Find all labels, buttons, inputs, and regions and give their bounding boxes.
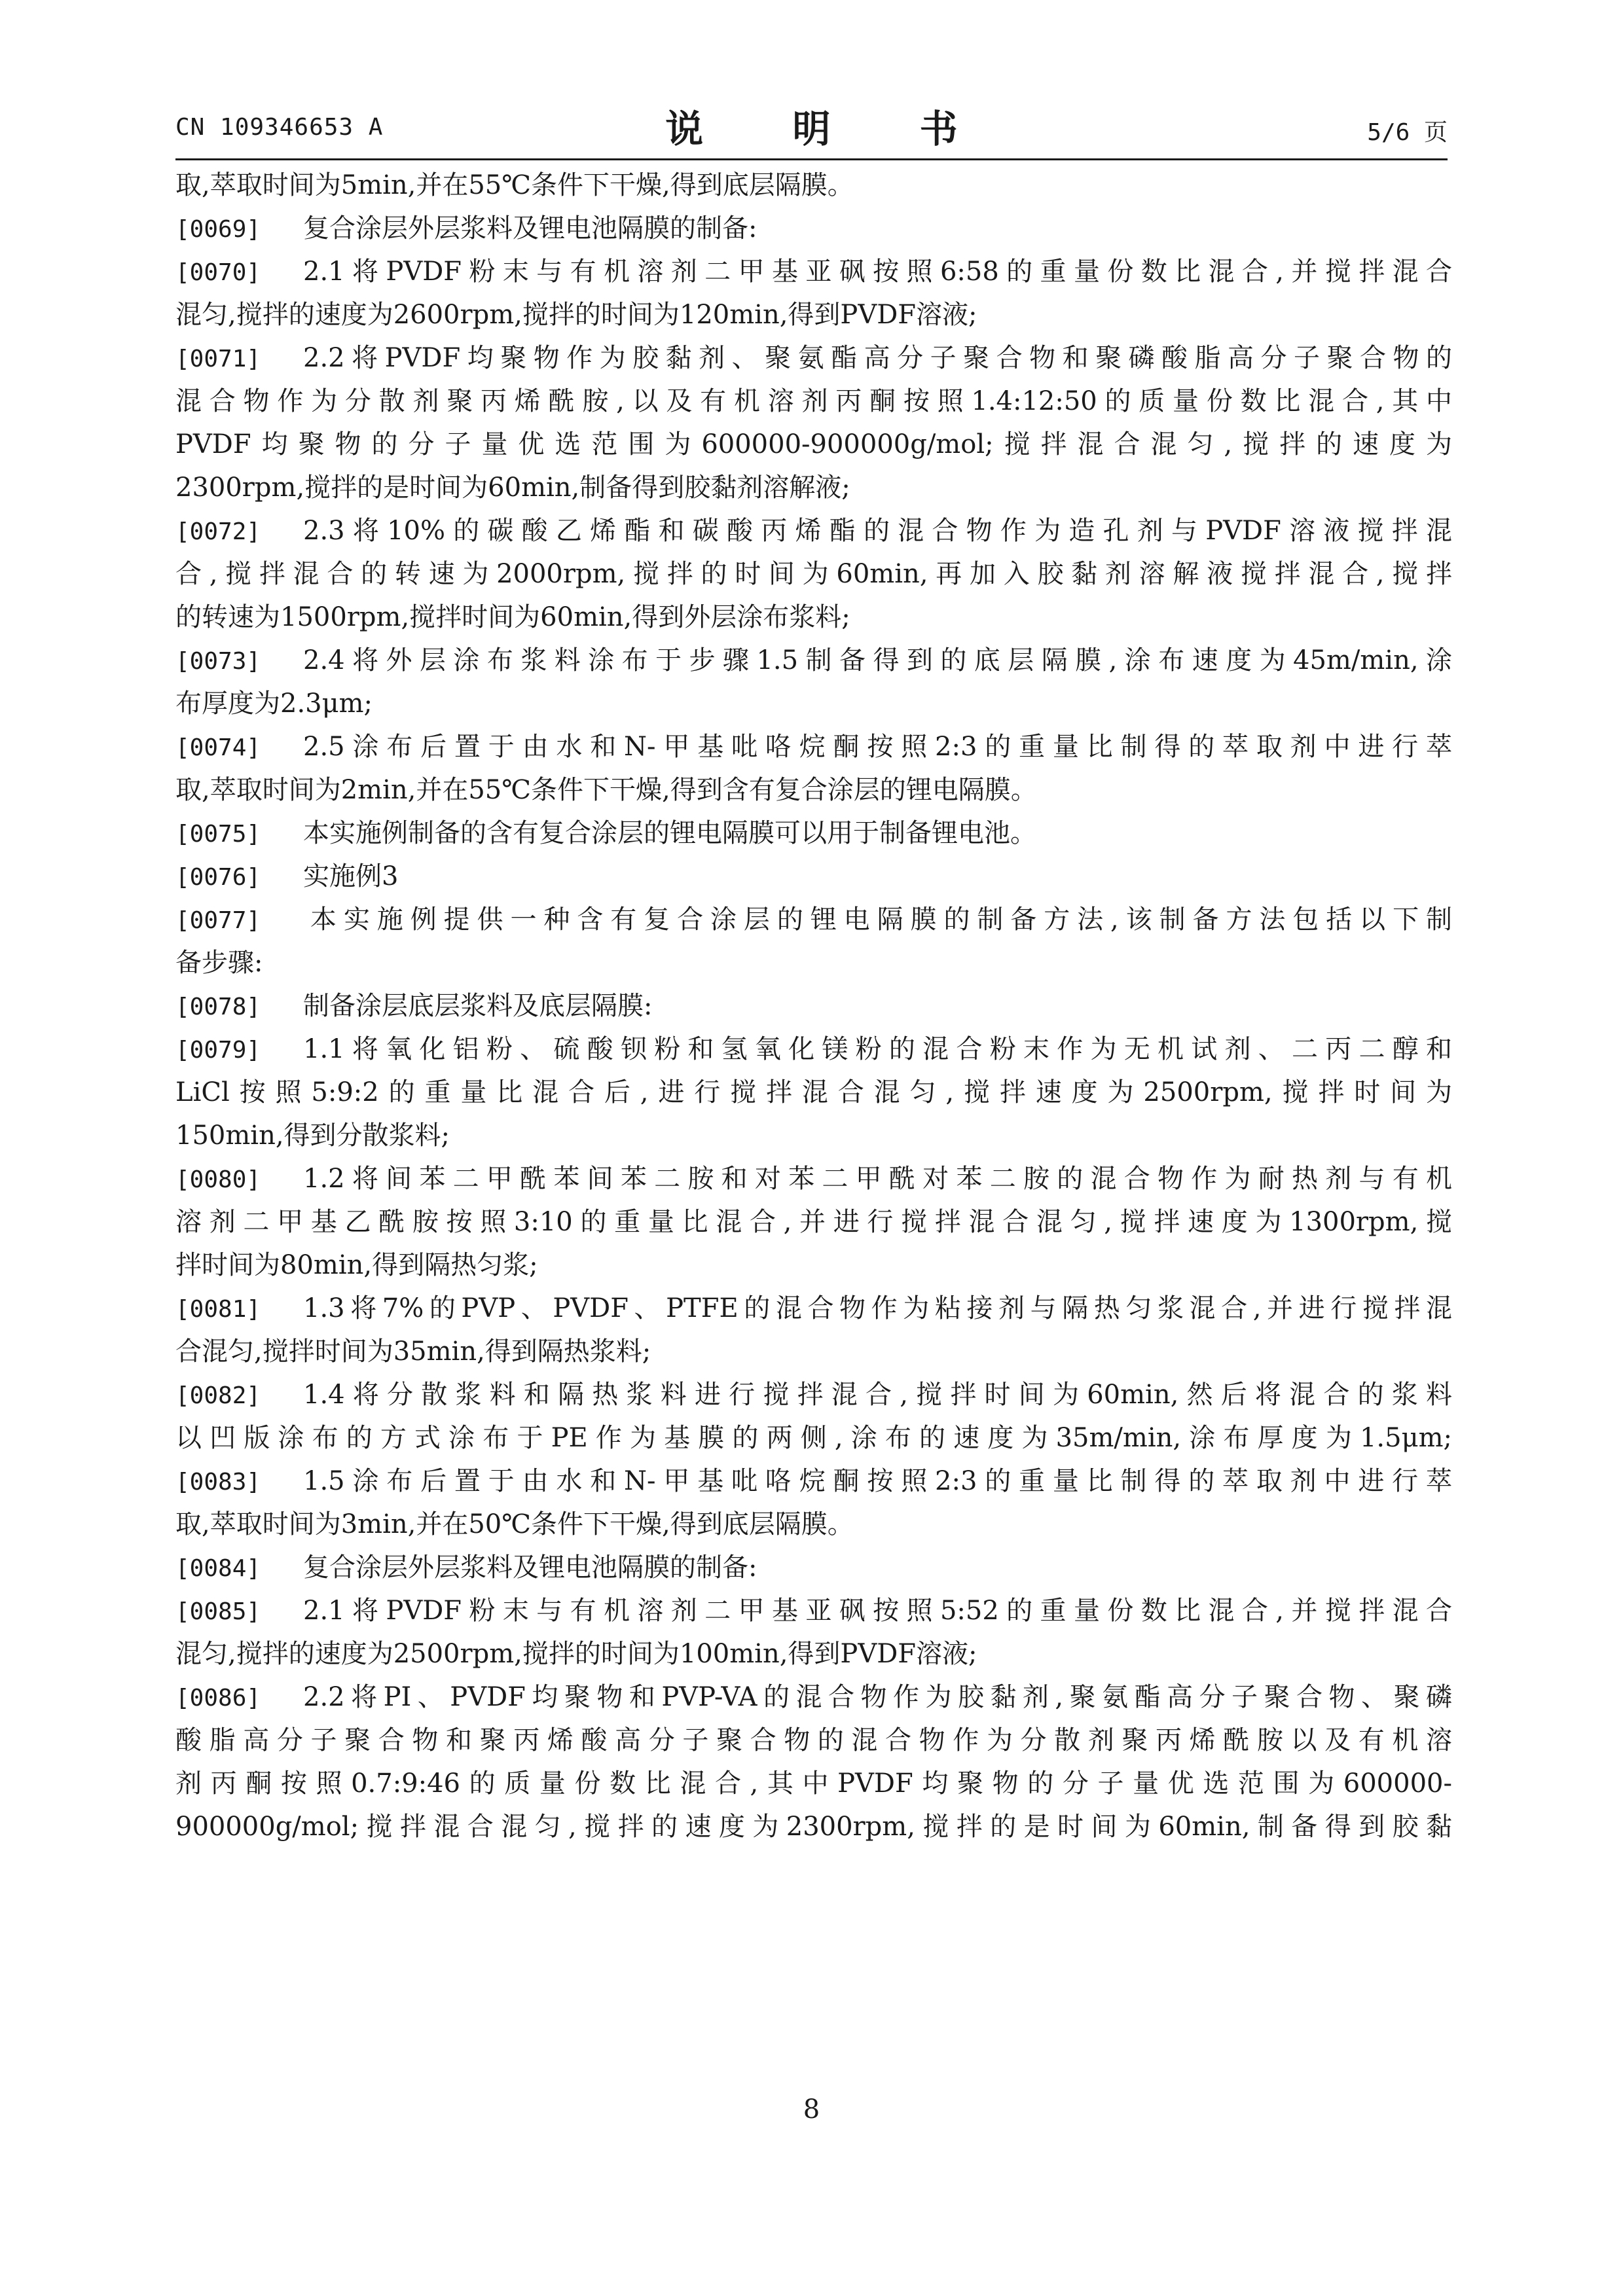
- text-line: [175, 855, 1452, 898]
- text-line: [175, 1805, 1452, 1848]
- line-text: 制备涂层底层浆料及底层隔膜:: [303, 991, 653, 1021]
- line-text: 2300rpm,搅拌的是时间为60min,制备得到胶黏剂溶解液;: [175, 473, 850, 503]
- text-line: [175, 1589, 1452, 1632]
- text-line: [175, 509, 1452, 552]
- text-line: [175, 293, 1452, 336]
- page-indicator: 5/6 页: [1367, 119, 1448, 146]
- text-line: [175, 1330, 1452, 1373]
- line-text: 溶剂二甲基乙酰胺按照3:10的重量比混合,并进行搅拌混合混匀,搅拌速度为1300rpm,搅: [175, 1207, 1452, 1237]
- paragraph-number: [0083]: [175, 1469, 261, 1496]
- publication-number: CN 109346653 A: [175, 114, 384, 141]
- line-text: 本实施例制备的含有复合涂层的锂电隔膜可以用于制备锂电池。: [303, 818, 1036, 848]
- header-divider: [175, 158, 1448, 160]
- line-text: 混匀,搅拌的速度为2600rpm,搅拌的时间为120min,得到PVDF溶液;: [175, 300, 977, 330]
- line-text: 2.1将PVDF粉末与有机溶剂二甲基亚砜按照6:58的重量份数比混合,并搅拌混合: [303, 257, 1452, 287]
- paragraph-number: [0074]: [175, 734, 261, 761]
- text-line: [175, 164, 1452, 207]
- line-text: 的转速为1500rpm,搅拌时间为60min,得到外层涂布浆料;: [175, 602, 850, 632]
- line-text: 1.1将氧化铝粉、硫酸钡粉和氢氧化镁粉的混合粉末作为无机试剂、二丙二醇和: [303, 1034, 1452, 1064]
- text-line: [175, 1719, 1452, 1762]
- paragraph-number: [0069]: [175, 216, 261, 243]
- line-text: 酸脂高分子聚合物和聚丙烯酸高分子聚合物的混合物作为分散剂聚丙烯酰胺以及有机溶: [175, 1725, 1452, 1755]
- paragraph-number: [0084]: [175, 1555, 261, 1582]
- page-number: 8: [803, 2094, 820, 2125]
- text-line: [175, 1460, 1452, 1503]
- line-text: 2.3将10%的碳酸乙烯酯和碳酸丙烯酯的混合物作为造孔剂与PVDF溶液搅拌混: [303, 516, 1452, 546]
- line-text: PVDF均聚物的分子量优选范围为600000-900000g/mol;搅拌混合混匀,搅拌的速度为: [175, 429, 1452, 459]
- paragraph-number: [0081]: [175, 1296, 261, 1323]
- text-line: [175, 380, 1452, 423]
- line-text: 2.2将PVDF均聚物作为胶黏剂、聚氨酯高分子聚合物和聚磷酸脂高分子聚合物的: [303, 343, 1452, 373]
- line-text: 布厚度为2.3μm;: [175, 689, 373, 719]
- line-text: 1.4将分散浆料和隔热浆料进行搅拌混合,搅拌时间为60min,然后将混合的浆料: [303, 1380, 1452, 1410]
- line-text: LiCl按照5:9:2的重量比混合后,进行搅拌混合混匀,搅拌速度为2500rpm,搅拌时间为: [175, 1077, 1452, 1107]
- text-line: [175, 336, 1452, 380]
- document-title: 说 明 书: [665, 107, 996, 151]
- text-line: [175, 812, 1452, 855]
- text-line: [175, 1114, 1452, 1157]
- line-text: 复合涂层外层浆料及锂电池隔膜的制备:: [303, 213, 757, 243]
- text-line: [175, 1244, 1452, 1287]
- line-text: 实施例3: [303, 861, 399, 891]
- text-line: [175, 1028, 1452, 1071]
- paragraph-number: [0086]: [175, 1685, 261, 1712]
- text-line: [175, 1762, 1452, 1805]
- text-line: [175, 250, 1452, 293]
- text-line: [175, 725, 1452, 768]
- line-text: 150min,得到分散浆料;: [175, 1121, 450, 1151]
- line-text: 复合涂层外层浆料及锂电池隔膜的制备:: [303, 1552, 757, 1583]
- paragraph-number: [0082]: [175, 1382, 261, 1409]
- text-line: [175, 596, 1452, 639]
- line-text: 2.1将PVDF粉末与有机溶剂二甲基亚砜按照5:52的重量份数比混合,并搅拌混合: [303, 1596, 1452, 1626]
- text-line: [175, 1373, 1452, 1416]
- line-text: 900000g/mol;搅拌混合混匀,搅拌的速度为2300rpm,搅拌的是时间为60min,制备得到胶黏: [175, 1812, 1452, 1842]
- text-line: [175, 1546, 1452, 1589]
- text-line: [175, 466, 1452, 509]
- paragraph-number: [0077]: [175, 907, 261, 934]
- line-text: 2.4将外层涂布浆料涂布于步骤1.5制备得到的底层隔膜,涂布速度为45m/min,涂: [303, 645, 1452, 675]
- line-text: 混匀,搅拌的速度为2500rpm,搅拌的时间为100min,得到PVDF溶液;: [175, 1639, 977, 1669]
- text-line: [175, 1200, 1452, 1244]
- line-text: 合混匀,搅拌时间为35min,得到隔热浆料;: [175, 1336, 651, 1367]
- page-header: [175, 98, 1448, 157]
- line-text: 备步骤:: [175, 948, 263, 978]
- line-text: 剂丙酮按照0.7:9:46的质量份数比混合,其中PVDF均聚物的分子量优选范围为600000-: [175, 1768, 1452, 1799]
- text-line: [175, 207, 1452, 250]
- line-text: 1.5涂布后置于由水和N-甲基吡咯烷酮按照2:3的重量比制得的萃取剂中进行萃: [303, 1466, 1452, 1496]
- text-line: [175, 682, 1452, 725]
- line-text: 以凹版涂布的方式涂布于PE作为基膜的两侧,涂布的速度为35m/min,涂布厚度为1.5μm;: [175, 1423, 1452, 1453]
- text-line: [175, 1287, 1452, 1330]
- text-line: [175, 1676, 1452, 1719]
- paragraph-number: [0075]: [175, 821, 261, 848]
- document-body: [175, 164, 1452, 1848]
- paragraph-number: [0080]: [175, 1166, 261, 1193]
- text-line: [175, 1157, 1452, 1200]
- line-text: 混合物作为分散剂聚丙烯酰胺,以及有机溶剂丙酮按照1.4:12:50的质量份数比混合,其中: [175, 386, 1452, 416]
- paragraph-number: [0076]: [175, 864, 261, 891]
- line-text: 取,萃取时间为2min,并在55℃条件下干燥,得到含有复合涂层的锂电隔膜。: [175, 775, 1037, 805]
- paragraph-number: [0073]: [175, 648, 261, 675]
- text-line: [175, 639, 1452, 682]
- text-line: [175, 941, 1452, 984]
- line-text: 取,萃取时间为5min,并在55℃条件下干燥,得到底层隔膜。: [175, 170, 854, 200]
- text-line: [175, 1071, 1452, 1114]
- paragraph-number: [0071]: [175, 346, 261, 372]
- line-text: 拌时间为80min,得到隔热匀浆;: [175, 1250, 538, 1280]
- line-text: 1.3将7%的PVP、PVDF、PTFE的混合物作为粘接剂与隔热匀浆混合,并进行搅拌混: [303, 1293, 1452, 1323]
- text-line: [175, 1416, 1452, 1460]
- paragraph-number: [0079]: [175, 1037, 261, 1064]
- text-line: [175, 1503, 1452, 1546]
- line-text: 2.5涂布后置于由水和N-甲基吡咯烷酮按照2:3的重量比制得的萃取剂中进行萃: [303, 732, 1452, 762]
- paragraph-number: [0070]: [175, 259, 261, 286]
- line-text: 1.2将间苯二甲酰苯间苯二胺和对苯二甲酰对苯二胺的混合物作为耐热剂与有机: [303, 1164, 1452, 1194]
- text-line: [175, 1632, 1452, 1676]
- text-line: [175, 984, 1452, 1028]
- paragraph-number: [0072]: [175, 518, 261, 545]
- line-text: 本实施例提供一种含有复合涂层的锂电隔膜的制备方法,该制备方法包括以下制: [303, 905, 1452, 935]
- paragraph-number: [0078]: [175, 994, 261, 1020]
- text-line: [175, 898, 1452, 941]
- text-line: [175, 552, 1452, 596]
- paragraph-number: [0085]: [175, 1598, 261, 1625]
- text-line: [175, 768, 1452, 812]
- line-text: 2.2将PI、PVDF均聚物和PVP-VA的混合物作为胶黏剂,聚氨酯高分子聚合物、聚磷: [303, 1682, 1452, 1712]
- line-text: 合,搅拌混合的转速为2000rpm,搅拌的时间为60min,再加入胶黏剂溶解液搅拌混合,搅拌: [175, 559, 1452, 589]
- text-line: [175, 423, 1452, 466]
- line-text: 取,萃取时间为3min,并在50℃条件下干燥,得到底层隔膜。: [175, 1509, 854, 1539]
